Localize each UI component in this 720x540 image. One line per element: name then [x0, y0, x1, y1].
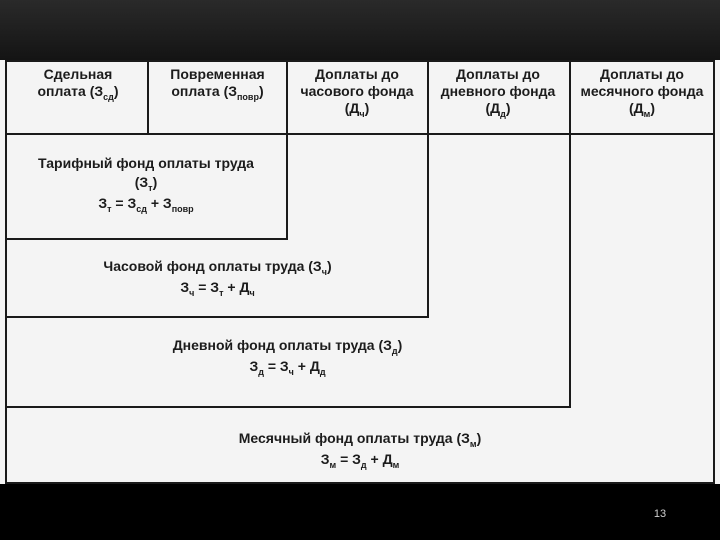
daily-fund-formula: $З_д = З_ч + Д_д$ [249, 358, 326, 377]
monthly-fund-formula: $З_м = З_д + Д_м$ [320, 451, 400, 470]
wage-fund-diagram [0, 60, 720, 484]
slide-top-bar [0, 0, 720, 60]
tariff-fund-symbol: $(З_т)$ [134, 174, 158, 193]
header-hourly-supplement: Доплаты до часового фонда $(Д_ч)$ [300, 66, 414, 119]
tariff-fund-title: Тарифный фонд оплаты труда [38, 155, 254, 171]
slide-bottom-bar [0, 484, 720, 540]
page-number: 13 [653, 508, 667, 520]
tariff-fund-formula: $З_т = З_{сд} + З_{повр}$ [98, 195, 194, 214]
monthly-fund-title: Месячный фонд оплаты труда $(З_м)$ [238, 430, 482, 449]
hourly-fund-formula: $З_ч = З_т + Д_ч$ [180, 279, 255, 298]
header-daily-supplement: Доплаты до дневного фонда $(Д_д)$ [440, 66, 556, 119]
header-timebased: Повременная оплата $(З_{повр})$ [170, 66, 265, 102]
header-monthly-supplement: Доплаты до месячного фонда $(Д_м)$ [580, 66, 704, 119]
hourly-fund-title: Часовой фонд оплаты труда $(З_ч)$ [103, 258, 332, 277]
daily-fund-title: Дневной фонд оплаты труда $(З_д)$ [172, 337, 403, 356]
header-piecework: Сдельная оплата $(З_{сд})$ [37, 66, 119, 102]
